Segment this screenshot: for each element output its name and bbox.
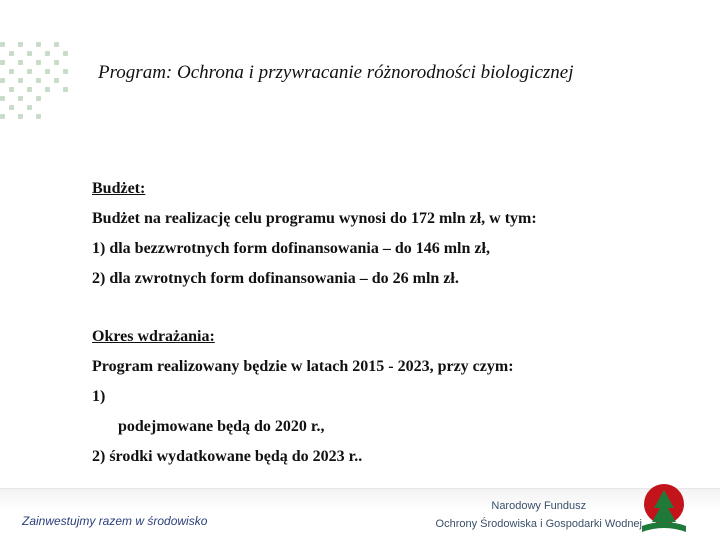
footer-slogan: Zainwestujmy razem w środowisko	[22, 514, 208, 528]
decorative-dot	[0, 96, 5, 101]
budget-line: 1) dla bezzwrotnych form dofinansowania – do 146 mln zł,	[92, 240, 490, 257]
decorative-dot	[27, 69, 32, 74]
decorative-dot	[54, 42, 59, 47]
budget-heading: Budżet:	[92, 180, 146, 197]
implementation-item: 2) środki wydatkowane będą do 2023 r..	[92, 448, 363, 465]
implementation-item-text: podejmowane będą do 2020 r.,	[118, 418, 325, 435]
decorative-dot	[18, 42, 23, 47]
decorative-dot	[54, 60, 59, 65]
budget-line: Budżet na realizację celu programu wynosi do 172 mln zł, w tym:	[92, 210, 537, 227]
decorative-dot	[36, 42, 41, 47]
decorative-dot	[9, 51, 14, 56]
decorative-dot	[0, 114, 5, 119]
decorative-dot	[63, 69, 68, 74]
decorative-dot	[63, 87, 68, 92]
decorative-dot	[9, 69, 14, 74]
slide-title: Program: Ochrona i przywracanie różnorodności biologicznej	[98, 62, 574, 83]
decorative-dot	[45, 69, 50, 74]
decorative-dot	[27, 51, 32, 56]
decorative-dot	[0, 42, 5, 47]
implementation-item-number: 1)	[92, 388, 106, 405]
decorative-dot	[27, 87, 32, 92]
decorative-dot-grid	[0, 42, 78, 122]
slide-content	[92, 174, 692, 472]
implementation-heading: Okres wdrażania:	[92, 328, 215, 345]
decorative-dot	[9, 105, 14, 110]
decorative-dot	[63, 51, 68, 56]
nfosigw-logo-icon	[640, 482, 688, 534]
decorative-dot	[18, 96, 23, 101]
decorative-dot	[18, 114, 23, 119]
fund-name-line1: Narodowy Fundusz	[491, 500, 587, 512]
decorative-dot	[18, 60, 23, 65]
logo-wave	[642, 522, 686, 532]
fund-name	[436, 497, 642, 533]
implementation-intro: Program realizowany będzie w latach 2015 - 2023, przy czym:	[92, 358, 514, 375]
decorative-dot	[27, 105, 32, 110]
decorative-dot	[36, 114, 41, 119]
decorative-dot	[0, 60, 5, 65]
decorative-dot	[18, 78, 23, 83]
budget-line: 2) dla zwrotnych form dofinansowania – do 26 mln zł.	[92, 270, 459, 287]
decorative-dot	[45, 87, 50, 92]
decorative-dot	[36, 96, 41, 101]
decorative-dot	[36, 60, 41, 65]
decorative-dot	[9, 87, 14, 92]
fund-name-line2: Ochrony Środowiska i Gospodarki Wodnej	[435, 518, 642, 530]
decorative-dot	[36, 78, 41, 83]
decorative-dot	[45, 51, 50, 56]
decorative-dot	[0, 78, 5, 83]
decorative-dot	[54, 78, 59, 83]
